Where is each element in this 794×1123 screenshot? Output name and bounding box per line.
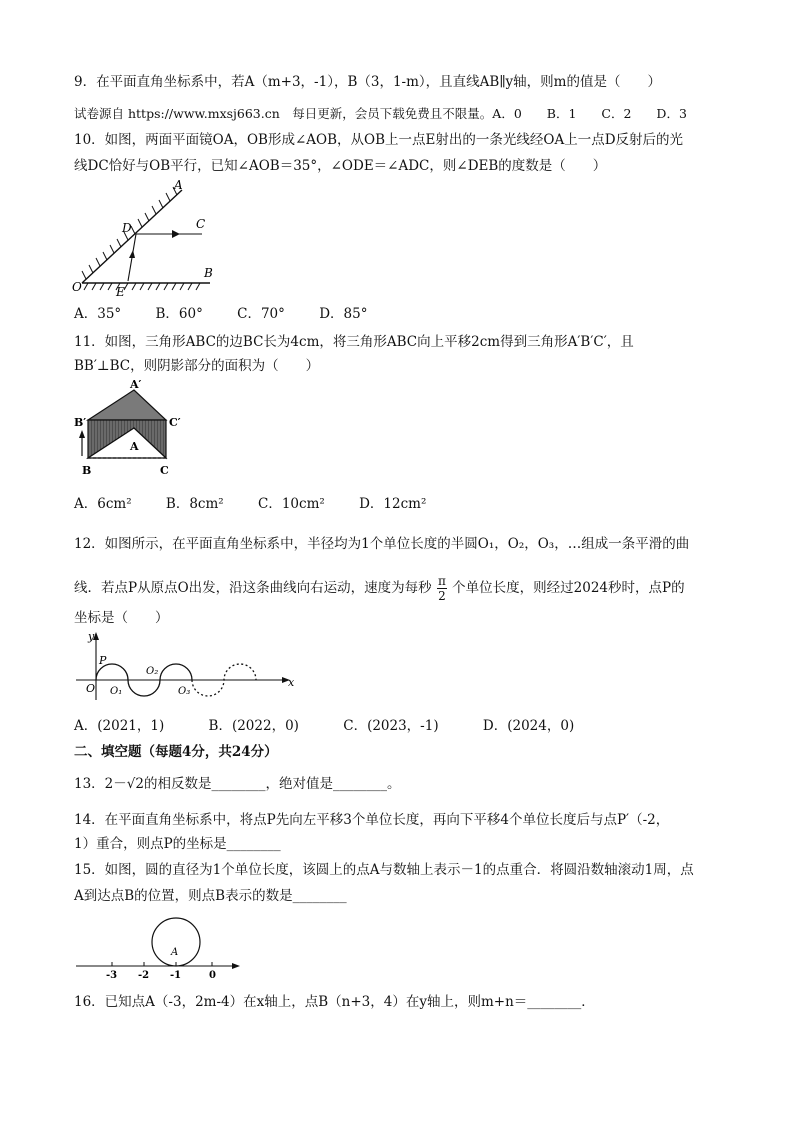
- q12-label-O1: O₁: [110, 686, 123, 697]
- q10-label-O: O: [72, 280, 82, 294]
- q10-option-a: A．35°: [74, 306, 122, 322]
- q10-label-C: C: [196, 217, 206, 231]
- q12-line2: [74, 574, 685, 603]
- q12-option-d: D．(2024，0): [482, 718, 575, 734]
- q14-line1: 14．在平面直角坐标系中，将点P先向左平移3个单位长度，再向下平移4个单位长度后与点P′（-2，: [74, 812, 670, 828]
- q15-number-line-figure: [70, 908, 250, 980]
- section2-title: 二、填空题（每题4分，共24分）: [74, 744, 278, 760]
- q12-label-O: O: [86, 682, 96, 695]
- q15-line2: A到达点B的位置，则点B表示的数是________: [74, 888, 347, 904]
- q12-curve-figure: [70, 628, 300, 704]
- q11-label-A: A: [130, 440, 139, 453]
- q11-line1: 11．如图，三角形ABC的边BC长为4cm，将三角形ABC向上平移2cm得到三角形A′B′C′，且: [74, 334, 634, 350]
- q12-line3: 坐标是（ ）: [74, 610, 169, 626]
- q12-line2-end: 个单位长度，则经过2024秒时，点P的: [452, 580, 685, 596]
- q12-label-y: y: [88, 630, 95, 643]
- q10-label-A: A: [174, 178, 183, 192]
- q11-option-a: A．6cm²: [74, 496, 132, 512]
- q12-line2-start: 线．若点P从原点O出发，沿这条曲线向右运动，速度为每秒: [74, 580, 432, 596]
- q12-label-O3: O₃: [178, 686, 191, 697]
- q12-fraction-denominator: 2: [438, 589, 446, 603]
- q15-line1: 15．如图，圆的直径为1个单位长度，该圆上的点A与数轴上表示－1的点重合．将圆沿数轴滚动1周，点: [74, 862, 694, 878]
- q10-mirror-figure: [70, 178, 240, 300]
- q14-line2: 1）重合，则点P的坐标是________: [74, 836, 281, 852]
- q10-label-E: E: [116, 285, 125, 299]
- q12-line1: 12．如图所示，在平面直角坐标系中，半径均为1个单位长度的半圆O₁，O₂，O₃，…组成一条平滑的曲: [74, 536, 690, 552]
- q12-option-b: B．(2022，0): [208, 718, 299, 734]
- q15-tick-0: 0: [209, 970, 216, 980]
- q11-option-d: D．12cm²: [359, 496, 427, 512]
- q12-options: [74, 716, 604, 736]
- q11-options: [74, 494, 456, 514]
- q12-option-a: A．(2021，1): [74, 718, 165, 734]
- q10-line1: 10．如图，两面平面镜OA，OB形成∠AOB，从OB上一点E射出的一条光线经OA上一点D反射后的光: [74, 132, 684, 148]
- q16-text: 16．已知点A（-3，2m-4）在x轴上，点B（n+3，4）在y轴上，则m+n＝________．: [74, 994, 595, 1010]
- q10-label-D: D: [122, 221, 132, 235]
- q11-label-B1: B′: [74, 416, 87, 429]
- q11-label-C1: C′: [169, 416, 181, 429]
- q11-option-c: C．10cm²: [258, 496, 325, 512]
- q10-option-d: D．85°: [319, 306, 368, 322]
- q10-option-c: C．70°: [237, 306, 285, 322]
- q10-line2: 线DC恰好与OB平行，已知∠AOB＝35°，∠ODE＝∠ADC，则∠DEB的度数是（ ）: [74, 158, 607, 174]
- q12-speed-fraction: [437, 574, 447, 603]
- q15-label-A: A: [171, 947, 179, 958]
- q11-label-B: B: [82, 464, 92, 477]
- q11-label-A1: A′: [130, 378, 142, 391]
- q15-tick-minus1: -1: [170, 970, 182, 980]
- q11-line2: BB′⊥BC，则阴影部分的面积为（ ）: [74, 358, 320, 374]
- q15-tick-minus2: -2: [138, 970, 150, 980]
- q15-tick-minus3: -3: [106, 970, 118, 980]
- q12-fraction-numerator: π: [437, 574, 446, 588]
- q11-translation-figure: [70, 378, 200, 482]
- q12-option-c: C．(2023，-1): [343, 718, 439, 734]
- q12-label-P: P: [99, 654, 107, 667]
- q12-label-x: x: [288, 676, 295, 689]
- q9-line1: 9．在平面直角坐标系中，若A（m+3，-1），B（3，1-m），且直线AB∥y轴，则m的值是（ ）: [74, 74, 661, 90]
- q10-option-b: B．60°: [155, 306, 203, 322]
- q13-text: 13．2－√2的相反数是________，绝对值是________。: [74, 776, 401, 792]
- q10-options: [74, 304, 397, 324]
- q9-source-line: 试卷源自 https://www.mxsj663.cn 每日更新，会员下载免费且不限量。A．0 B．1 C．2 D．3: [74, 106, 687, 121]
- q10-label-B: B: [204, 266, 213, 280]
- q11-label-C: C: [160, 464, 169, 477]
- q11-option-b: B．8cm²: [165, 496, 224, 512]
- q12-label-O2: O₂: [146, 666, 159, 677]
